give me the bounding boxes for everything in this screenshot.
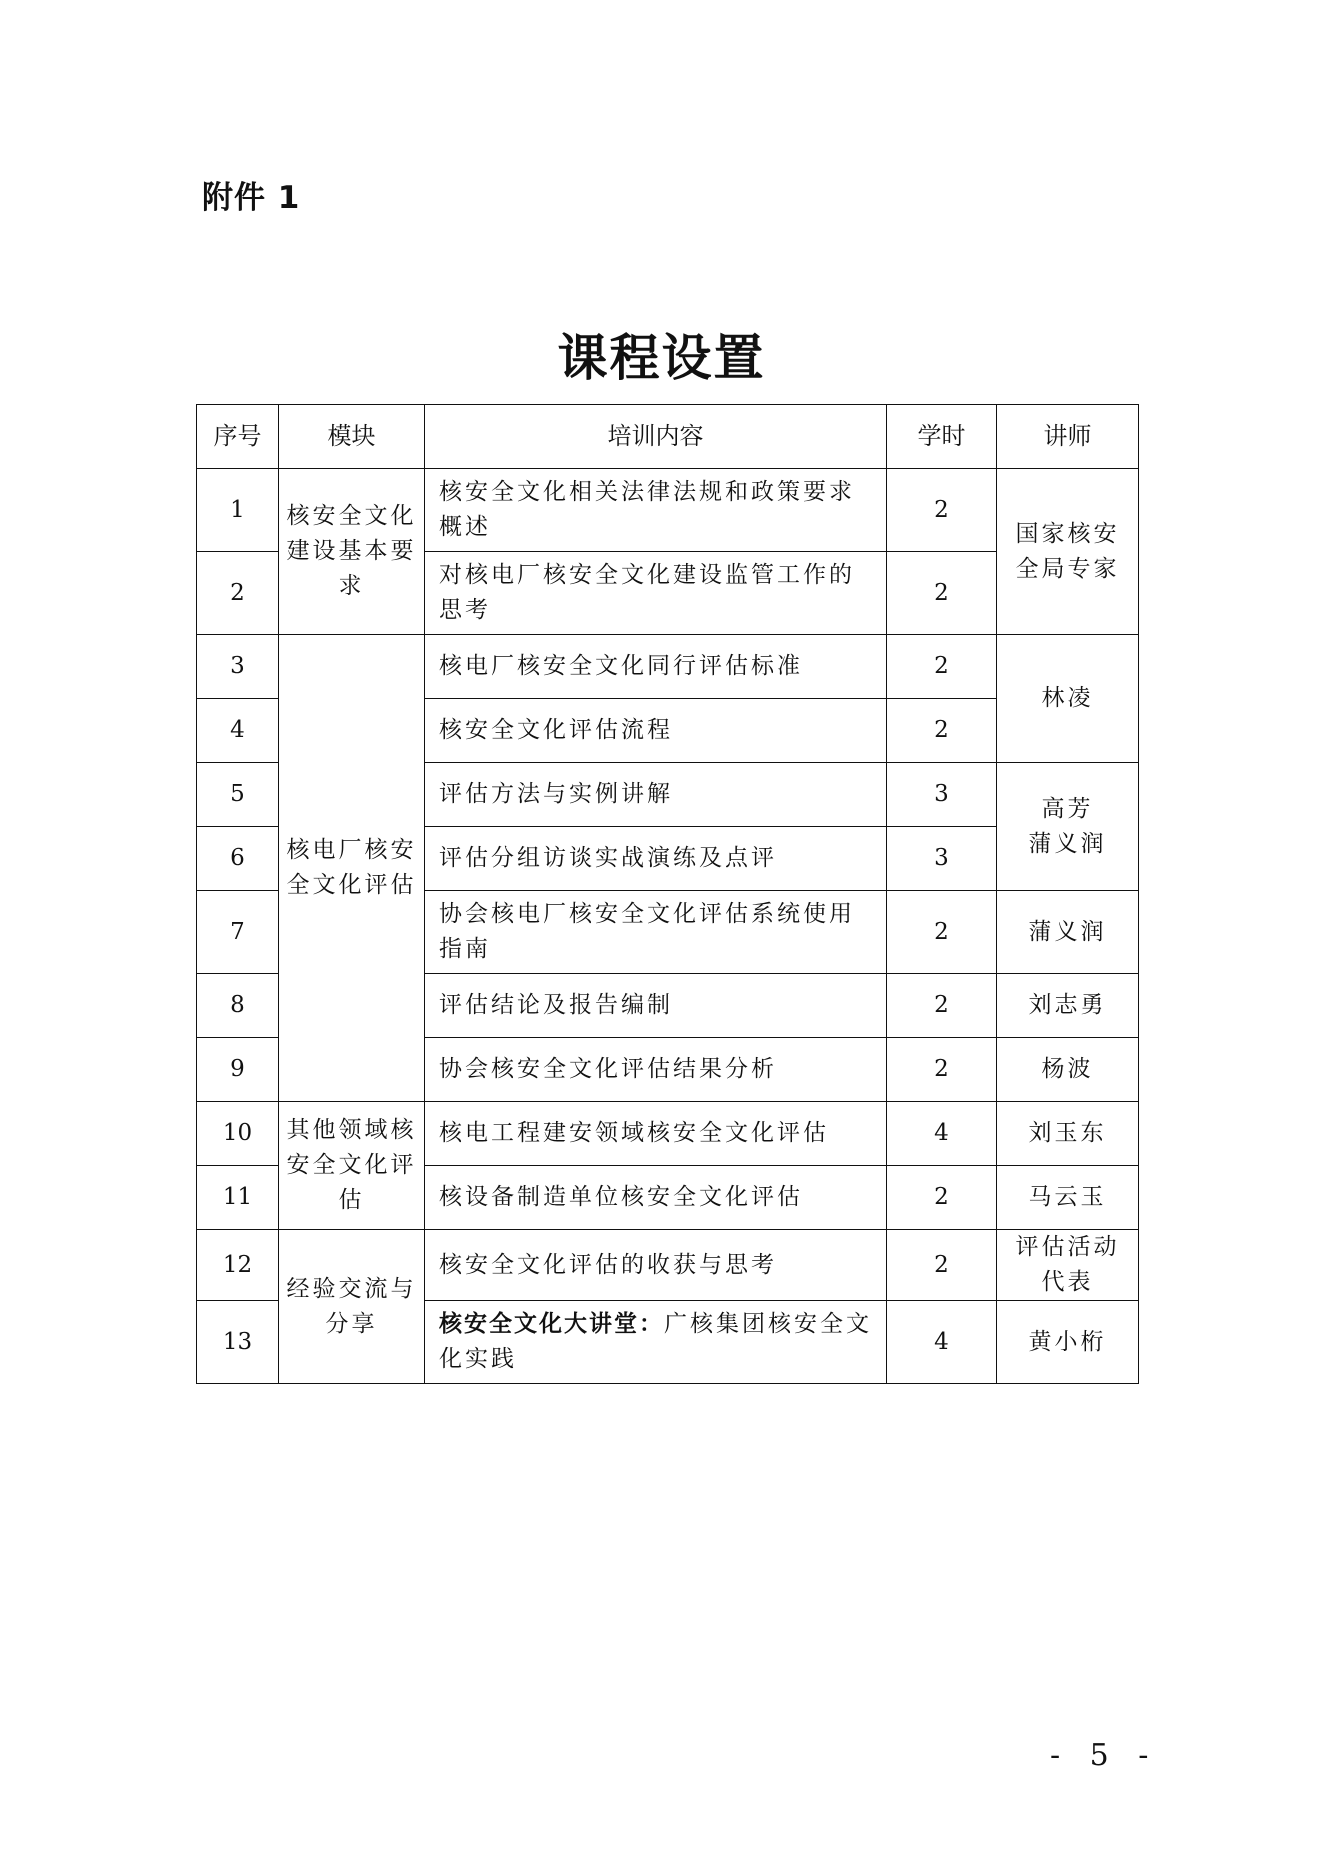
hours-cell: 4 (887, 1301, 997, 1384)
page-number: - 5 - (1050, 1738, 1159, 1773)
content-cell: 协会核电厂核安全文化评估系统使用指南 (425, 891, 887, 974)
module-cell: 经验交流与分享 (279, 1230, 425, 1384)
hours-cell: 2 (887, 1230, 997, 1301)
attachment-label: 附件 1 (202, 180, 301, 216)
seq-cell: 4 (197, 699, 279, 763)
seq-cell: 10 (197, 1102, 279, 1166)
seq-cell: 9 (197, 1038, 279, 1102)
hours-cell: 3 (887, 763, 997, 827)
content-cell: 核电工程建安领域核安全文化评估 (425, 1102, 887, 1166)
teacher-cell: 高芳 蒲义润 (997, 763, 1139, 891)
content-cell: 协会核安全文化评估结果分析 (425, 1038, 887, 1102)
content-cell: 核安全文化评估流程 (425, 699, 887, 763)
seq-cell: 13 (197, 1301, 279, 1384)
content-cell: 对核电厂核安全文化建设监管工作的思考 (425, 552, 887, 635)
hours-cell: 2 (887, 1038, 997, 1102)
content-cell: 评估结论及报告编制 (425, 974, 887, 1038)
hours-cell: 3 (887, 827, 997, 891)
seq-cell: 1 (197, 469, 279, 552)
content-cell: 核设备制造单位核安全文化评估 (425, 1166, 887, 1230)
content-cell: 评估分组访谈实战演练及点评 (425, 827, 887, 891)
table-row (197, 1102, 1139, 1166)
module-cell: 其他领域核安全文化评估 (279, 1102, 425, 1230)
seq-cell: 3 (197, 635, 279, 699)
page-title: 课程设置 (557, 329, 766, 387)
course-table (196, 404, 1139, 1384)
hours-cell: 2 (887, 552, 997, 635)
seq-cell: 5 (197, 763, 279, 827)
lecture-series-label: 核安全文化大讲堂： (439, 1311, 664, 1337)
hours-cell: 4 (887, 1102, 997, 1166)
module-cell: 核安全文化建设基本要求 (279, 469, 425, 635)
header-module: 模块 (279, 405, 425, 469)
content-text: 广核集团核安全文化实践 (439, 1311, 872, 1372)
teacher-cell: 刘玉东 (997, 1102, 1139, 1166)
content-cell: 核安全文化评估的收获与思考 (425, 1230, 887, 1301)
seq-cell: 12 (197, 1230, 279, 1301)
hours-cell: 2 (887, 891, 997, 974)
seq-cell: 7 (197, 891, 279, 974)
header-content: 培训内容 (425, 405, 887, 469)
table-row (197, 635, 1139, 699)
seq-cell: 8 (197, 974, 279, 1038)
module-cell: 核电厂核安全文化评估 (279, 635, 425, 1102)
content-cell: 评估方法与实例讲解 (425, 763, 887, 827)
content-cell: 核电厂核安全文化同行评估标准 (425, 635, 887, 699)
table-row (197, 1230, 1139, 1301)
teacher-cell: 林凌 (997, 635, 1139, 763)
teacher-cell: 国家核安全局专家 (997, 469, 1139, 635)
table-header-row (197, 405, 1139, 469)
hours-cell: 2 (887, 635, 997, 699)
content-cell: 核安全文化相关法律法规和政策要求概述 (425, 469, 887, 552)
hours-cell: 2 (887, 469, 997, 552)
teacher-cell: 杨波 (997, 1038, 1139, 1102)
teacher-cell: 蒲义润 (997, 891, 1139, 974)
teacher-cell: 黄小桁 (997, 1301, 1139, 1384)
content-cell (425, 1301, 887, 1384)
seq-cell: 2 (197, 552, 279, 635)
seq-cell: 6 (197, 827, 279, 891)
hours-cell: 2 (887, 1166, 997, 1230)
hours-cell: 2 (887, 699, 997, 763)
hours-cell: 2 (887, 974, 997, 1038)
teacher-cell: 马云玉 (997, 1166, 1139, 1230)
header-seq: 序号 (197, 405, 279, 469)
seq-cell: 11 (197, 1166, 279, 1230)
header-hours: 学时 (887, 405, 997, 469)
teacher-cell: 刘志勇 (997, 974, 1139, 1038)
header-teacher: 讲师 (997, 405, 1139, 469)
table-row (197, 469, 1139, 552)
teacher-cell: 评估活动代表 (997, 1230, 1139, 1301)
